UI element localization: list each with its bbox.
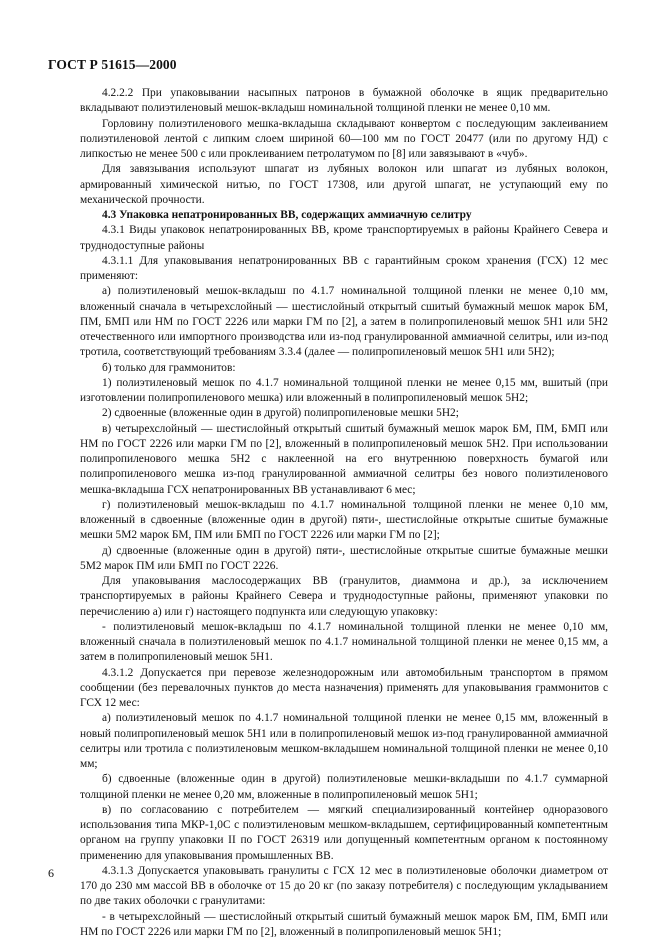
paragraph: 4.3.1 Виды упаковок непатронированных ВВ, кроме транспортируемых в районы Крайнего Севера и труднодоступные районы [80, 223, 608, 254]
paragraph: Для упаковывания масл​осодержащих ВВ (гранулитов, диаммона и др.), за исключением транспортируемых в районы Крайнего Севера и труднодоступные районы, применяют упаковки по перечислению а) или г) настоящего подпункта или следующую упаковку: [80, 574, 608, 620]
section-heading: 4.3 Упаковка непатронированных ВВ, содержащих аммиачную селитру [80, 208, 608, 223]
paragraph: 4.2.2.2 При упаковывании насыпных патронов в бумажной оболочке в ящик предварительно вкладывают полиэтиленовый мешок-вкладыш номинальной толщиной пленки не менее 0,10 мм. [80, 86, 608, 117]
paragraph: Горловину полиэтиленового мешка-вкладыша складывают конвертом с последующим заклеиванием полиэтиленовой лентой с липким слоем шириной 60—100 мм по ГОСТ 20477 (или по другому НД) с липкостью не менее 500 с или проклеиванием петролатумом по [8] или завязывают в «чуб». [80, 117, 608, 163]
list-item: б) сдвоенные (вложенные один в другой) полиэтиленовые мешки-вкладыши по 4.1.7 суммарной толщиной пленки не менее 0,20 мм, вложенные в полипропиленовый мешок 5Н1; [80, 772, 608, 803]
list-item: а) полиэтиленовый мешок по 4.1.7 номинальной толщиной пленки не менее 0,15 мм, вложенный в новый полипропиленовый мешок 5Н1 или в полипропиленовый мешок из-под гранулированной аммиачной селитры или тротила с полиэтиленовым мешком-вкладышем номинальной толщиной пленки не менее 0,10 мм; [80, 711, 608, 772]
list-item: б) только для граммонитов: [80, 361, 608, 376]
page-number: 6 [48, 866, 54, 881]
list-item: в) четырехслойный — шестислойный открытый сшитый бумажный мешок марок БМ, ПМ, БМП или НМ по ГОСТ 2226 или марки ГМ по [2], вложенный в полипропиленовый мешок 5Н2. При использовании полипропиленового мешка 5Н2 с наклеенной на его внутреннюю поверхность бумагой или полипропиленового мешка из-под гранулированной аммиачной селитры без нового полиэтиленового мешка-вкладыша ГСХ непатронированных ВВ устанавливают 6 мес; [80, 422, 608, 498]
paragraph: 4.3.1.2 Допускается при перевозе железнодорожным или автомобильным транспортом в прямом сообщении (без перевалочных пунктов до места назначения) применять для упаковывания граммонитов с ГСХ 12 мес: [80, 666, 608, 712]
paragraph: 4.3.1.1 Для упаковывания непатронированных ВВ с гарантийным сроком хранения (ГСХ) 12 мес применяют: [80, 254, 608, 285]
list-item: 2) сдвоенные (вложенные один в другой) полипропиленовые мешки 5Н2; [80, 406, 608, 421]
list-item: д) сдвоенные (вложенные один в другой) пяти-, шестислойные открытые сшитые бумажные мешки 5М2 марок ПМ или БМП по ГОСТ 2226. [80, 544, 608, 575]
list-item: 1) полиэтиленовый мешок по 4.1.7 номинальной толщиной пленки не менее 0,15 мм, вшитый (при изготовлении полипропиленового мешка) или вложенный в полипропиленовый мешок 5Н2; [80, 376, 608, 407]
document-header: ГОСТ Р 51615—2000 [48, 57, 177, 73]
list-item: а) полиэтиленовый мешок-вкладыш по 4.1.7 номинальной толщиной пленки не менее 0,10 мм, вложенный сначала в четырехслойный — шестислойный открытый сшитый бумажный мешок марок БМ, ПМ, БМП или НМ по ГОСТ 2226 или марки ГМ по [2], а затем в полипропиленовый мешок 5Н1 или 5Н2 отечественного или импортного производства или из-под гранулированной аммиачной селитры, или из-под тротила, соответствующий требованиям 3.3.4 (далее — полипропиленовый мешок 5Н1 или 5Н2); [80, 284, 608, 360]
document-body [80, 86, 608, 940]
list-item: - в четырехслойный — шестислойный открытый сшитый бумажный мешок марок БМ, ПМ, БМП или НМ по ГОСТ 2226 или марки ГМ по [2], вложенный в полипропиленовый мешок 5Н1; [80, 910, 608, 940]
list-item: - полиэтиленовый мешок-вкладыш по 4.1.7 номинальной толщиной пленки не менее 0,10 мм, вложенный сначала в полиэтиленовый мешок по 4.1.7 номинальной толщиной пленки не менее 0,15 мм, а затем в полипропиленовый мешок 5Н1. [80, 620, 608, 666]
list-item: в) по согласованию с потребителем — мягкий специализированный контейнер одноразового использования типа МКР-1,0С с полиэтиленовым мешком-вкладышем, сертифицированный компетентным органом на группу упаковки II по ГОСТ 26319 или допущенный компетентным органом к постоянному применению для упаковывания промышленных ВВ. [80, 803, 608, 864]
paragraph: Для завязывания используют шпагат из лубяных волокон или шпагат из лубяных волокон, армированный химической нитью, по ГОСТ 17308, или другой шпагат, не уступающий ему по механической прочности. [80, 162, 608, 208]
list-item: г) полиэтиленовый мешок-вкладыш по 4.1.7 номинальной толщиной пленки не менее 0,10 мм, вложенный в сдвоенные (вложенные один в другой) пяти-, шестислойные открытые сшитые бумажные мешки 5М2 марок БМ, ПМ или БМП по ГОСТ 2226 или марки ГМ по [2]; [80, 498, 608, 544]
paragraph: 4.3.1.3 Допускается упаковывать гранулиты с ГСХ 12 мес в полиэтиленовые оболочки диаметром от 170 до 230 мм массой ВВ в оболочке от 15 до 20 кг (по заказу потребителя) с последующим укладыванием по две таких оболочки с гранулитами: [80, 864, 608, 910]
